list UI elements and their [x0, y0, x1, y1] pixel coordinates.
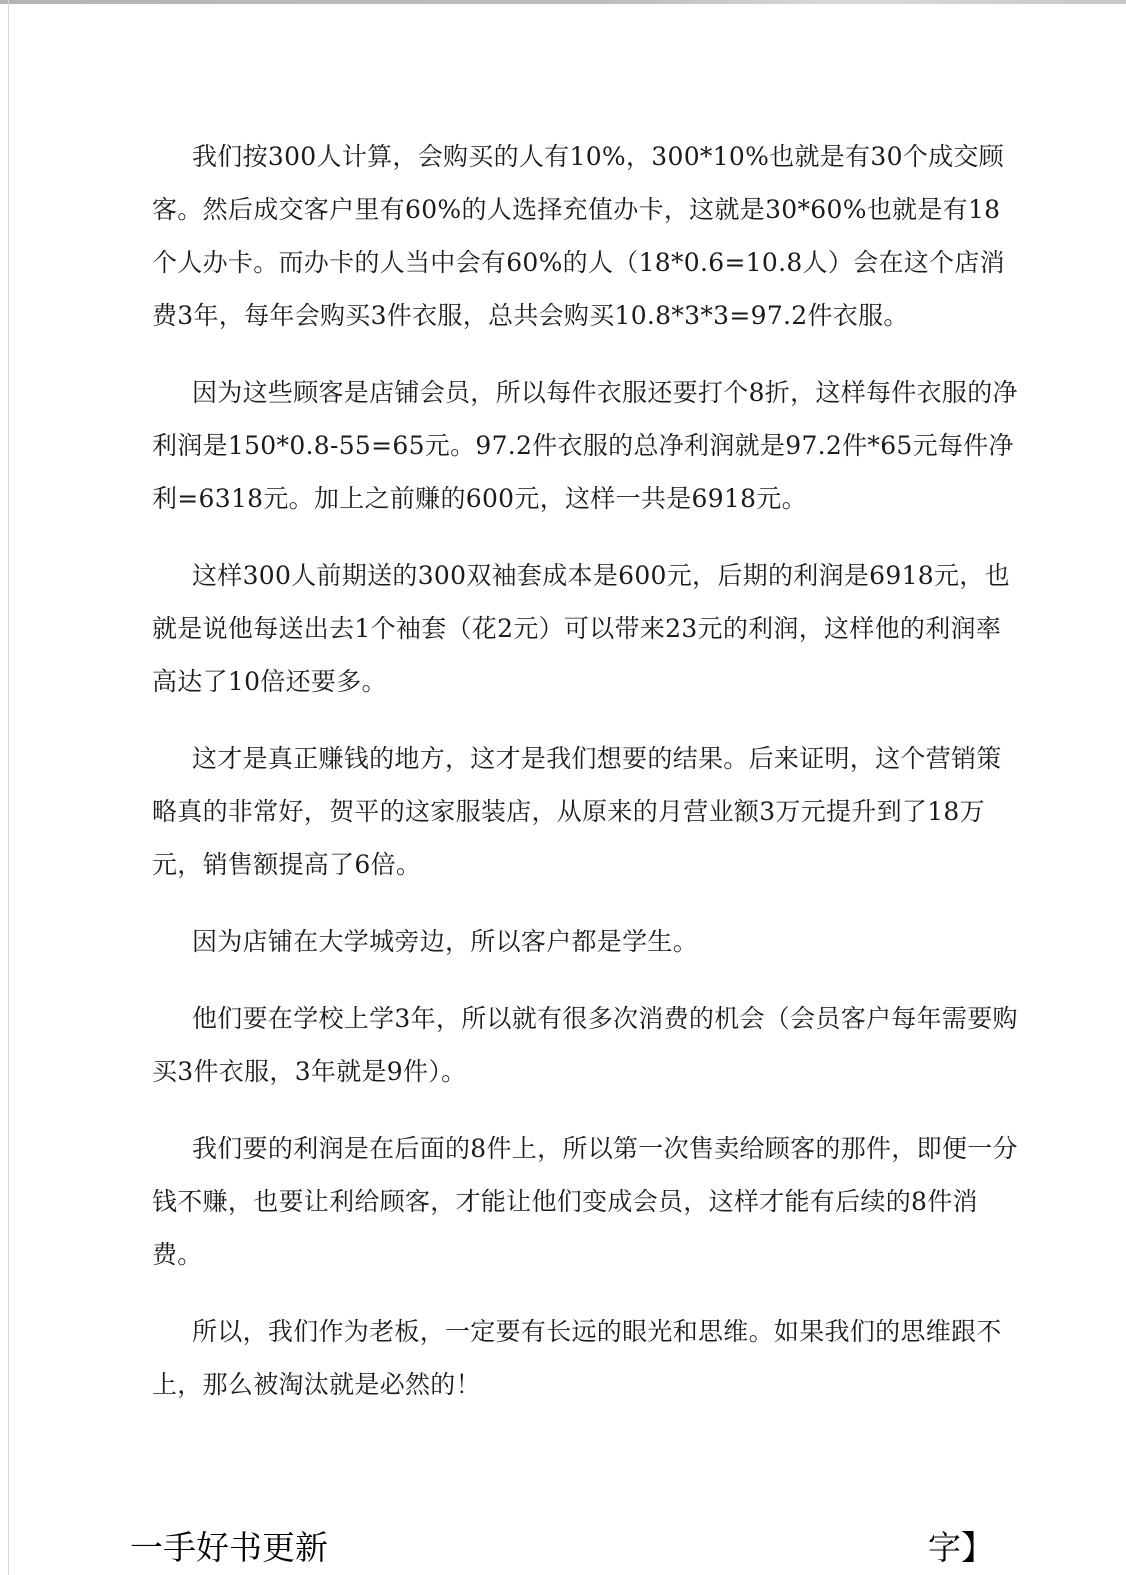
footer-left-text: 一手好书更新: [130, 1528, 328, 1567]
paragraph-6: 他们要在学校上学3年，所以就有很多次消费的机会（会员客户每年需要购买3件衣服，3年就是9件）。: [152, 1004, 1018, 1086]
footer-right-text: 字】: [928, 1528, 994, 1567]
footer-banner: [0, 1518, 1126, 1575]
paragraph-2: 因为这些顾客是店铺会员，所以每件衣服还要打个8折，这样每件衣服的净利润是150*0.8-55=65元。97.2件衣服的总净利润就是97.2件*65元每件净利=6318元。加上之前赚的600元，这样一共是6918元。: [152, 378, 1018, 513]
paragraph-3: 这样300人前期送的300双袖套成本是600元，后期的利润是6918元，也就是说他每送出去1个袖套（花2元）可以带来23元的利润，这样他的利润率高达了10倍还要多。: [152, 561, 1010, 696]
document-page: [152, 130, 1022, 1435]
paragraph-4: 这才是真正赚钱的地方，这才是我们想要的结果。后来证明，这个营销策略真的非常好，贺平的这家服装店，从原来的月营业额3万元提升到了18万元，销售额提高了6倍。: [152, 744, 1002, 879]
scan-left-edge: [8, 0, 9, 1575]
paragraph-5: 因为店铺在大学城旁边，所以客户都是学生。: [192, 927, 699, 956]
scan-top-rule: [0, 0, 1126, 4]
paragraph-7: 我们要的利润是在后面的8件上，所以第一次售卖给顾客的那件，即便一分钱不赚，也要让利给顾客，才能让他们变成会员，这样才能有后续的8件消费。: [152, 1134, 1018, 1269]
paragraph-8: 所以，我们作为老板，一定要有长远的眼光和思维。如果我们的思维跟不上，那么被淘汰就是必然的！: [152, 1317, 1002, 1399]
paragraph-1: 我们按300人计算，会购买的人有10%，300*10%也就是有30个成交顾客。然后成交客户里有60%的人选择充值办卡，这就是30*60%也就是有18个人办卡。而办卡的人当中会有60%的人（18*0.6=10.8人）会在这个店消费3年，每年会购买3件衣服，总共会购买10.8*3*3=97.2件衣服。: [152, 142, 1005, 330]
